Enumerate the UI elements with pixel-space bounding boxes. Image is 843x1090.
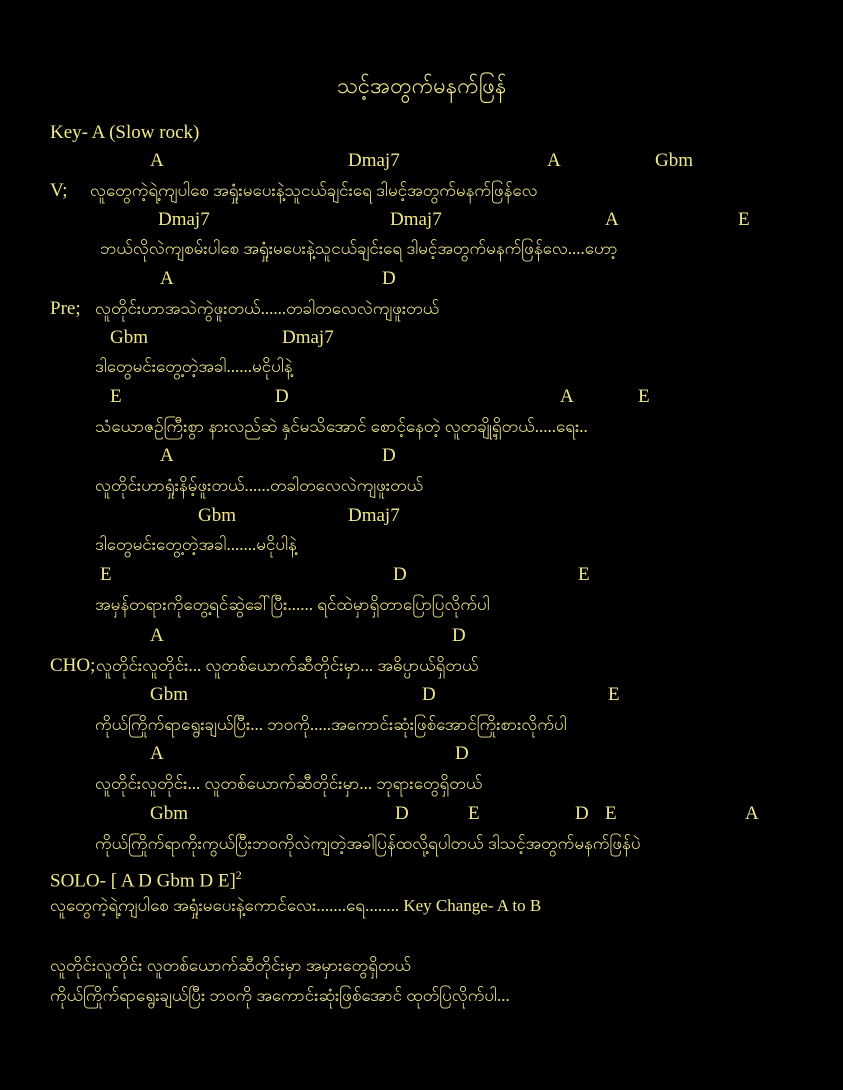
chord: E <box>468 803 480 824</box>
chord: D <box>452 625 466 646</box>
chord: Dmaj7 <box>282 327 334 348</box>
lyric-line: ကိုယ်ကြိုက်ရာကိုးကွယ်ပြီးဘဝကိုလဲကျတဲ့အခါပြန်ထလို့ရပါတယ် ဒါသင့်အတွက်မနက်ဖြန်ပဲ <box>95 834 641 853</box>
lyric-line: လူတိုင်းဟာရှုံးနိမ့်ဖူးတယ်......တခါတလေလဲကျဖူးတယ် <box>95 476 424 495</box>
lyric-line: ကိုယ်ကြိုက်ရာရွေးချယ်ပြီး ဘဝကို အကောင်းဆုံးဖြစ်အောင် ထုတ်ပြလိုက်ပါ... <box>50 986 510 1005</box>
lyric-line: လူတွေကဲ့ရဲ့ကျပါစေ အရှုံးမပေးနဲ့သူငယ်ချင်းရေ ဒါမင့်အတွက်မနက်ဖြန်လေ <box>90 181 538 200</box>
chord: Gbm <box>150 803 188 824</box>
solo-text: SOLO- [ A D Gbm D E] <box>50 870 236 892</box>
chord: A <box>150 743 164 764</box>
chord: A <box>150 625 164 646</box>
lyric-line: လူတိုင်းဟာအသဲကွဲဖူးတယ်......တခါတလေလဲကျဖူးတယ် <box>95 299 440 318</box>
lyric-line: လူတိုင်းလူတိုင်း... လူတစ်ယောက်ဆီတိုင်းမှာ... ဘုရားတွေရှိတယ် <box>95 774 483 793</box>
lyric-line: ကိုယ်ကြိုက်ရာရွေးချယ်ပြီး... ဘဝကို.....အကောင်းဆုံးဖြစ်အောင်ကြိုးစားလိုက်ပါ <box>95 715 567 734</box>
chord: E <box>605 803 617 824</box>
chord: Gbm <box>198 505 236 526</box>
chord: D <box>275 386 289 407</box>
chorus-label: CHO; <box>50 655 96 676</box>
chord: Gbm <box>150 684 188 705</box>
chord: A <box>547 150 561 171</box>
chord: D <box>422 684 436 705</box>
lyric-line: ဒါတွေမင်းတွေ့တဲ့အခါ.......မငိုပါနဲ့ <box>95 535 297 554</box>
lyric-line: ဘယ်လိုလဲကျစမ်းပါစေ အရှုံးမပေးနဲ့သူငယ်ချင်းရေ ဒါမင့်အတွက်မနက်ဖြန်လေ....ဟော့ <box>100 239 618 258</box>
solo-line <box>50 864 242 892</box>
chord: A <box>160 268 174 289</box>
chord: E <box>578 564 590 585</box>
chord: A <box>160 445 174 466</box>
chord: E <box>638 386 650 407</box>
chord: E <box>738 209 750 230</box>
lyric-line: လူတိုင်းလူတိုင်း... လူတစ်ယောက်ဆီတိုင်းမှာ... အဓိပ္ပာယ်ရှိတယ် <box>96 656 479 675</box>
pre-label: Pre; <box>50 298 81 319</box>
chord: Dmaj7 <box>348 150 400 171</box>
chord: Gbm <box>655 150 693 171</box>
chord: Dmaj7 <box>348 505 400 526</box>
chord: D <box>395 803 409 824</box>
chord: A <box>150 150 164 171</box>
chord: A <box>745 803 759 824</box>
chord: A <box>560 386 574 407</box>
chord: D <box>382 445 396 466</box>
chord: A <box>605 209 619 230</box>
chord: E <box>608 684 620 705</box>
chord: Gbm <box>110 327 148 348</box>
solo-repeat: 2 <box>235 868 242 882</box>
lyric-line: သံယောဇဉ်ကြီးစွာ နားလည်ဆဲ နှင်မသိအောင် စောင့်နေတဲ့ လူတချို့ရှိတယ်.....ရေး.. <box>95 417 588 436</box>
lyric-line: အမှန်တရားကိုတွေ့ရင်ဆွဲခေါ်ပြီး...... ရင်ထဲမှာရှိတာပြောပြလိုက်ပါ <box>95 595 490 614</box>
chord: D <box>575 803 589 824</box>
chord: Dmaj7 <box>390 209 442 230</box>
lyric-line: ဒါတွေမင်းတွေ့တဲ့အခါ......မငိုပါနဲ့ <box>95 357 293 376</box>
key-label: Key- A (Slow rock) <box>50 122 200 143</box>
chord: E <box>110 386 122 407</box>
lyric-line: လူတိုင်းလူတိုင်း လူတစ်ယောက်ဆီတိုင်းမှာ အမှားတွေရှိတယ် <box>50 956 412 975</box>
verse-label: V; <box>50 180 68 201</box>
chord: D <box>382 268 396 289</box>
chord: E <box>100 564 112 585</box>
chord: Dmaj7 <box>158 209 210 230</box>
chord: D <box>455 743 469 764</box>
chord: D <box>393 564 407 585</box>
song-title: သင့်အတွက်မနက်ဖြန် <box>336 73 507 98</box>
keychange-line: လူတွေကဲ့ရဲ့ကျပါစေ အရှုံးမပေးနဲ့ကောင်လေး.......ရေ........ Key Change- A to B <box>50 896 542 915</box>
